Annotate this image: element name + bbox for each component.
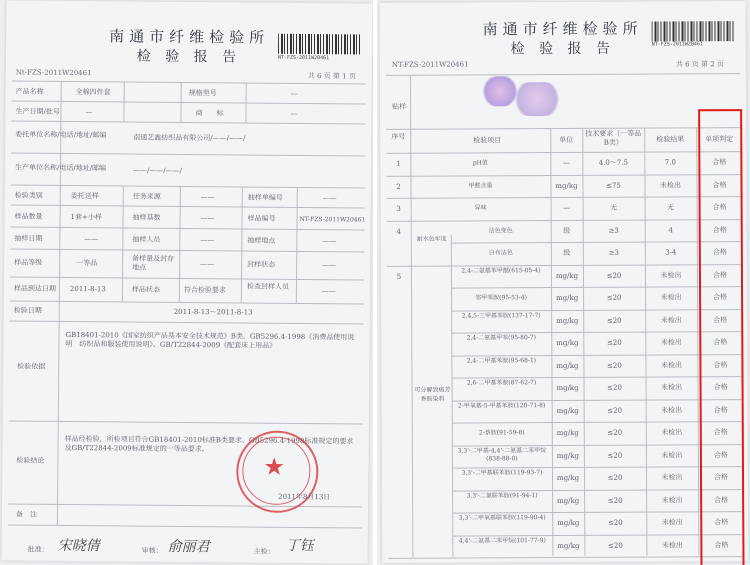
barcode-number: NT-FZS-2011W20461 (277, 54, 330, 62)
row-requirement: ≤20 (607, 541, 623, 550)
row-item: 2,4-二甲基苯胺(95-68-1) (466, 356, 537, 365)
row-group: 耐水色牢度 (416, 235, 447, 243)
row-verdict: 合格 (714, 540, 729, 549)
grid-cell: 样品状态 (131, 285, 160, 294)
row-result: 未检出 (660, 315, 682, 324)
row-result: 未检出 (661, 383, 683, 392)
row-requirement: 4.0～7.5 (598, 158, 629, 167)
grid-cell: 样品到达日期 (13, 284, 56, 293)
rule (387, 264, 741, 267)
row-requirement: ≤20 (606, 271, 622, 280)
row-requirement: ≤20 (607, 406, 623, 415)
row-group: 可分解致癌芳香胺染料 (414, 386, 451, 403)
row-unit: mg/kg (556, 406, 579, 415)
field-value: — (290, 109, 298, 118)
institution-name: 南通市纤维检验所 (482, 19, 643, 39)
rule (10, 248, 364, 252)
remarks-label: 备 注 (15, 510, 37, 519)
field-label: 商 标 (195, 109, 224, 118)
institution-name: 南通市纤维检验所 (109, 27, 270, 47)
field-label: 生产日期/批号 (15, 107, 60, 116)
row-unit: 级 (563, 226, 571, 235)
row-result: 未检出 (660, 293, 682, 302)
paper-sheet (2, 0, 373, 563)
approver-signature: 宋晓倩 (57, 537, 100, 555)
basis-text: GB18401-2010《国家纺织产品基本安全技术规范》B类、GB5296.4-1998《消费品使用说明 纺织品和服装使用说明》、GB/T22844-2009《配套床上用品》 (65, 330, 355, 350)
row-result: 无 (667, 203, 675, 212)
row-verdict: 合格 (714, 495, 729, 504)
row-requirement: ≥3 (608, 226, 619, 235)
row-requirement: ≤20 (607, 473, 623, 482)
rule (180, 82, 181, 122)
grid-cell: —— (200, 193, 215, 202)
row-number: 5 (396, 272, 402, 281)
stamp-date: 2011年8月13日 (278, 492, 331, 502)
approve-label: 批准： (27, 545, 49, 554)
grid-cell: 1套+小样 (70, 212, 102, 222)
row-requirement: ≤20 (606, 316, 622, 325)
row-number: 2 (396, 182, 401, 191)
row-verdict: 合格 (713, 360, 728, 369)
row-unit: mg/kg (557, 541, 580, 550)
field-label: 委托单位名称/电话/地址/邮编 (15, 130, 107, 140)
row-result: 未检出 (661, 428, 683, 437)
row-unit: 级 (563, 248, 571, 258)
row-unit: mg/kg (556, 316, 579, 325)
row-unit: — (562, 158, 570, 168)
fabric-swatch (510, 82, 564, 116)
rule (12, 100, 366, 104)
row-verdict: 合格 (713, 405, 728, 414)
row-requirement: ≤20 (607, 361, 622, 370)
row-unit: mg/kg (555, 293, 579, 303)
field-value: 南通艺鑫纺织品有限公司/——/——/ (133, 133, 246, 143)
row-requirement: 无 (610, 203, 618, 212)
field-label: 生产单位名称/电话/地址/邮编 (14, 163, 107, 173)
rule (9, 420, 363, 424)
row-requirement: ≤20 (606, 338, 622, 347)
row-verdict: 合格 (713, 315, 728, 324)
grid-cell: —— (322, 261, 337, 270)
inspector-signature: 丁钰 (285, 537, 314, 555)
row-item: 3,3'-二甲氧基联苯胺(119-90-4) (458, 514, 546, 522)
field-value: — (290, 89, 298, 98)
row-item: pH值 (472, 159, 488, 167)
row-unit: mg/kg (556, 428, 579, 438)
grid-cell: 样品编号 (247, 214, 276, 223)
rule (386, 174, 740, 177)
row-unit: mg/kg (555, 271, 579, 280)
row-verdict: 合格 (713, 450, 728, 459)
barcode-number: NT-FZS-2011W20461 (651, 41, 703, 48)
row-verdict: 合格 (713, 428, 728, 437)
row-unit: mg/kg (557, 518, 580, 528)
row-verdict: 合格 (712, 203, 727, 212)
seal-star-icon: ★ (263, 452, 286, 481)
row-requirement: ≤20 (607, 428, 623, 437)
grid-cell: —— (200, 236, 215, 245)
rule (241, 186, 243, 302)
header-result: 检验结果 (656, 135, 685, 144)
header-verdict: 单项判定 (705, 135, 734, 144)
conclusion-label: 检验结论 (16, 456, 45, 465)
row-unit: — (563, 203, 571, 213)
grid-cell: —— (321, 287, 336, 296)
rule (8, 503, 362, 507)
row-unit: mg/kg (556, 361, 579, 370)
row-number: 1 (396, 159, 401, 168)
row-requirement: ≤20 (606, 293, 622, 302)
header-unit: 单位 (559, 135, 574, 145)
row-unit: mg/kg (556, 473, 580, 483)
row-item: 2,4-二氨基甲苯(95-80-7) (466, 334, 537, 342)
rule (387, 196, 741, 199)
grid-cell: —— (322, 237, 337, 246)
row-requirement: ≤75 (606, 181, 621, 190)
row-verdict: 合格 (713, 338, 728, 347)
rule (11, 204, 365, 208)
row-result: 未检出 (661, 518, 683, 527)
row-unit: mg/kg (556, 451, 580, 460)
row-verdict: 合格 (712, 270, 727, 279)
paper-sheet (380, 1, 749, 563)
reviewer-signature: 俞丽君 (167, 538, 210, 556)
grid-cell: NT-FZS-2011W20461 (299, 215, 366, 224)
grid-cell: 检验类别 (14, 191, 43, 200)
row-item: 甲醛含量 (468, 181, 493, 189)
rule (245, 83, 246, 123)
barcode (652, 21, 734, 41)
rule (11, 152, 365, 156)
row-item: 邻甲苯胺(95-53-4) (475, 294, 528, 302)
rule (410, 75, 411, 129)
report-number: NT-FZS-2011W20461 (391, 60, 469, 69)
grid-cell: 抽样日期 (14, 234, 43, 243)
rule (388, 556, 742, 559)
row-unit: mg/kg (557, 496, 580, 505)
rule (57, 81, 62, 525)
grid-cell: 封样状态 (247, 260, 276, 269)
row-item: 沾色变色 (488, 226, 513, 234)
field-label: 规格型号 (188, 89, 217, 98)
rule (296, 187, 298, 303)
header-requirement: 技术要求（一等品 B类） (585, 129, 642, 147)
row-result: 7.0 (664, 158, 676, 167)
row-verdict: 合格 (713, 293, 728, 302)
rule (10, 300, 364, 304)
row-item: 2-甲氧基-5-甲基苯胺(120-71-8) (457, 401, 546, 410)
row-requirement: ≤20 (607, 518, 623, 527)
field-label: 产品名称 (15, 87, 44, 96)
rule (122, 185, 124, 301)
row-requirement: ≥3 (608, 248, 620, 257)
grid-cell: 抽样地点 (247, 236, 276, 245)
row-result: 未检出 (661, 405, 683, 414)
grid-cell: 符合检验要求 (183, 285, 226, 295)
row-number: 3 (396, 204, 401, 213)
row-requirement: ≤20 (607, 451, 623, 460)
grid-cell: 委托送样 (70, 191, 99, 201)
row-verdict: 合格 (712, 225, 727, 234)
grid-cell: 一等品 (76, 259, 98, 268)
grid-cell: —— (84, 235, 99, 244)
sample-label: 贴样 (392, 102, 407, 111)
report-page-2 (377, 0, 750, 565)
grid-cell: 任务来源 (132, 192, 161, 201)
header-no: 序号 (391, 132, 406, 141)
row-unit: mg/kg (556, 383, 579, 393)
row-result: 3-4 (665, 248, 677, 257)
row-result: 未检出 (659, 180, 682, 189)
grid-cell: 备样量及封存地点 (132, 254, 175, 272)
grid-cell: 抽样基数 (132, 213, 161, 222)
row-item: 2,4-二氨基苯甲醚(615-05-4) (461, 266, 541, 275)
grid-cell: 抽样人员 (132, 235, 161, 244)
row-item: 2,4,5-三甲基苯胺(137-17-7) (461, 311, 541, 320)
row-result: 4 (668, 225, 673, 234)
row-verdict: 合格 (714, 518, 729, 527)
row-item: 3,3'-二氯联苯胺(91-94-1) (466, 491, 538, 500)
grid-cell: 样品等级 (14, 258, 43, 267)
report-title: 检 验 报 告 (136, 48, 242, 66)
rule (10, 320, 364, 324)
rule (179, 186, 181, 302)
row-result: 未检出 (660, 270, 682, 279)
field-value: ——/——/——/ (132, 166, 183, 175)
rule (386, 127, 740, 130)
rule (410, 129, 413, 557)
basis-label: 检验依据 (17, 362, 46, 371)
rule (386, 73, 740, 76)
row-item: 3,3'-二甲基联苯胺(119-93-7) (461, 469, 543, 477)
barcode (278, 34, 360, 55)
field-value: — (85, 108, 93, 117)
grid-cell: —— (200, 214, 215, 223)
report-title: 检 验 报 告 (510, 40, 615, 58)
row-result: 未检出 (661, 450, 683, 459)
row-item: 2-萘胺(91-59-8) (478, 429, 525, 437)
field-value: 全棉四件套 (75, 88, 111, 97)
grid-cell: 样品数量 (14, 212, 43, 221)
row-result: 未检出 (660, 360, 682, 369)
rule (123, 81, 124, 121)
rule (11, 120, 365, 124)
rule (10, 276, 364, 280)
row-result: 未检出 (661, 473, 683, 482)
report-number: Nt-FZS-2011W20461 (15, 68, 92, 78)
row-result: 未检出 (661, 540, 683, 549)
grid-cell: —— (322, 194, 337, 203)
row-item: 白布沾色 (488, 249, 513, 257)
grid-cell: —— (200, 260, 215, 269)
row-verdict: 合格 (714, 473, 729, 482)
row-item: 异味 (474, 204, 487, 212)
grid-cell: 检查封样人员 (246, 282, 289, 291)
row-unit: mg/kg (555, 181, 578, 190)
row-requirement: ≤20 (607, 383, 622, 392)
row-item: 3,3'-二甲基-4,4'-二氨基二苯甲烷(838-88-0) (457, 446, 547, 462)
grid-cell: 抽样单编号 (247, 193, 283, 202)
rule (11, 184, 365, 188)
report-page-1 (0, 0, 373, 565)
row-verdict: 合格 (713, 383, 728, 392)
rule (8, 524, 362, 528)
row-unit: mg/kg (556, 338, 579, 348)
row-verdict: 合格 (712, 248, 727, 257)
test-date-label: 检验日期 (13, 306, 42, 315)
header-item: 检验项目 (473, 136, 502, 145)
rule (387, 219, 741, 222)
row-verdict: 合格 (712, 158, 727, 167)
review-label: 审核： (141, 546, 163, 555)
rule (10, 226, 364, 230)
page-indicator: 共 6 页 第 2 页 (675, 60, 724, 69)
grid-cell: 2011-8-13 (69, 284, 106, 294)
row-requirement: ≤20 (607, 496, 623, 505)
test-date: 2011-8-13～2011-8-13 (173, 307, 253, 317)
row-verdict: 合格 (712, 180, 727, 189)
rule (386, 151, 740, 154)
page-indicator: 共 6 页 第 1 页 (307, 72, 356, 81)
row-result: 未检出 (660, 338, 682, 347)
row-item: 4,4'-二氨基二苯甲烷(101-77-9) (458, 536, 546, 545)
inspect-label: 主检： (253, 547, 275, 556)
row-item: 2,6-二甲基苯胺(87-62-7) (466, 379, 537, 387)
conclusion-text: 样品经检验，所检项目符合GB18401-2010标准B类要求、GB5296.4-1998标准规定的要求及GB/T22844-2009标准规定的一等品要求。 (64, 434, 354, 454)
row-number: 4 (396, 227, 401, 236)
row-result: 未检出 (661, 495, 683, 504)
verdict-highlight-box (698, 109, 744, 565)
